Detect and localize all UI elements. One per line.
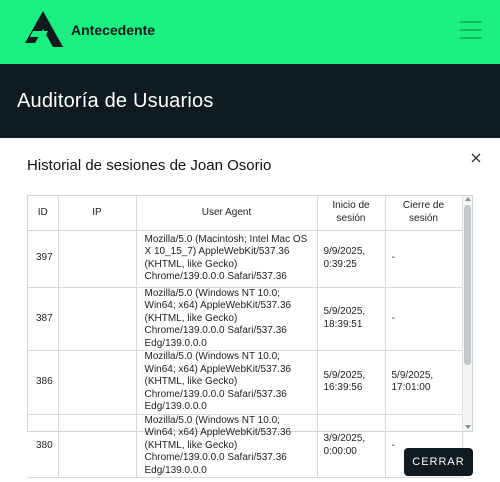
cell-id: 397 <box>28 230 58 287</box>
page-title: Auditoría de Usuarios <box>17 90 214 112</box>
cell-id: 386 <box>28 351 58 415</box>
table-header-row <box>28 196 462 230</box>
cell-cierre: - <box>385 230 462 287</box>
cell-cierre: - <box>385 287 462 351</box>
cell-ip <box>58 414 136 478</box>
cell-user-agent: Mozilla/5.0 (Macintosh; Intel Mac OS X 10_15_7) AppleWebKit/537.36 (KHTML, like Gecko) Chrome/139.0.0.0 Safari/537.36 <box>136 230 317 287</box>
cell-inicio: 9/9/2025, 0:39:25 <box>317 230 385 287</box>
cell-inicio: 5/9/2025, 16:39:56 <box>317 351 385 415</box>
cell-user-agent: Mozilla/5.0 (Windows NT 10.0; Win64; x64) AppleWebKit/537.36 (KHTML, like Gecko) Chrome/139.0.0.0 Safari/537.36 Edg/139.0.0.0 <box>136 351 317 415</box>
cell-ip <box>58 351 136 415</box>
scroll-down-arrow-icon[interactable] <box>465 425 471 429</box>
table-row <box>28 351 462 415</box>
sessions-table <box>28 196 463 478</box>
hamburger-menu-icon[interactable] <box>460 21 482 39</box>
column-header-id[interactable]: ID <box>28 196 58 230</box>
cell-inicio: 5/9/2025, 18:39:51 <box>317 287 385 351</box>
cell-ip <box>58 287 136 351</box>
cerrar-button[interactable]: CERRAR <box>404 448 473 476</box>
cell-ip <box>58 230 136 287</box>
antecedente-logo[interactable] <box>22 10 64 48</box>
column-header-cierre[interactable]: Cierre de sesión <box>385 196 462 230</box>
table-scrollbar[interactable] <box>462 196 472 431</box>
cell-user-agent: Mozilla/5.0 (Windows NT 10.0; Win64; x64) AppleWebKit/537.36 (KHTML, like Gecko) Chrome/139.0.0.0 Safari/537.36 Edg/139.0.0.0 <box>136 287 317 351</box>
cell-inicio: 3/9/2025, 0:00:00 <box>317 414 385 478</box>
table-row <box>28 287 462 351</box>
brand-name: Antecedente <box>71 22 156 38</box>
table-row <box>28 414 462 478</box>
scrollbar-thumb[interactable] <box>464 205 471 365</box>
cell-id: 380 <box>28 414 58 478</box>
cell-id: 387 <box>28 287 58 351</box>
cell-cierre: - <box>385 414 462 478</box>
cell-user-agent: Mozilla/5.0 (Windows NT 10.0; Win64; x64) AppleWebKit/537.36 (KHTML, like Gecko) Chrome/139.0.0.0 Safari/537.36 Edg/139.0.0.0 <box>136 414 317 478</box>
close-icon[interactable] <box>468 150 484 166</box>
column-header-ip[interactable]: IP <box>58 196 136 230</box>
dialog-title: Historial de sesiones de Joan Osorio <box>27 157 272 174</box>
column-header-user-agent[interactable]: User Agent <box>136 196 317 230</box>
table-row <box>28 230 462 287</box>
column-header-inicio[interactable]: Inicio de sesión <box>317 196 385 230</box>
scroll-up-arrow-icon[interactable] <box>465 197 471 201</box>
cell-cierre: 5/9/2025, 17:01:00 <box>385 351 462 415</box>
